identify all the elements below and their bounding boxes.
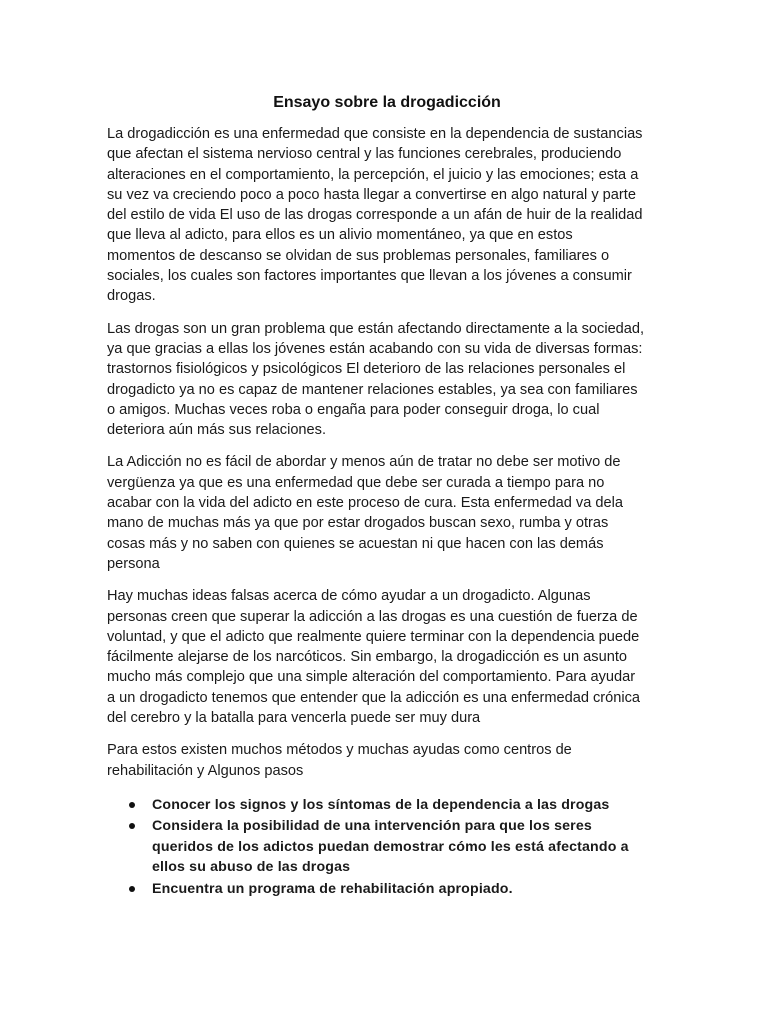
paragraph-line: Las drogas son un gran problema que están afectando directamente a la sociedad, [107, 320, 645, 337]
paragraph-line: sociales, los cuales son factores importantes que llevan a los jóvenes a consumir [107, 268, 632, 285]
paragraph-line: del estilo de vida El uso de las drogas corresponde a un afán de huir de la realidad [107, 207, 643, 224]
bullet-dot-icon [129, 886, 135, 892]
paragraph-line: trastornos fisiológicos y psicológicos El deterioro de las relaciones personales el [107, 361, 626, 378]
paragraph-line: personas creen que superar la adicción a las drogas es una cuestión de fuerza de [107, 608, 638, 625]
bullet-item [107, 879, 667, 900]
paragraph-line: o amigos. Muchas veces roba o engaña para poder conseguir droga, lo cual [107, 401, 600, 418]
bullet-line: ellos su abuso de las drogas [152, 859, 351, 876]
paragraph-line: persona [107, 555, 160, 572]
paragraph [107, 124, 667, 307]
paragraph-line: rehabilitación y Algunos pasos [107, 762, 304, 779]
paragraph-line: drogas. [107, 288, 156, 305]
paragraph-line: La drogadicción es una enfermedad que consiste en la dependencia de sustancias [107, 126, 643, 142]
paragraph-container [107, 124, 667, 781]
document-body [107, 92, 667, 900]
paragraph-line: momentos de descanso se olvidan de sus problemas personales, familiares o [107, 247, 610, 264]
paragraph-line: que afectan el sistema nervioso central y las funciones cerebrales, produciendo [107, 146, 622, 163]
bullet-list [107, 795, 667, 900]
paragraph-line: su vez va creciendo poco a poco hasta llegar a convertirse en algo natural y parte [107, 186, 636, 203]
paragraph-line: que lleva al adicto, para ellos es un alivio momentáneo, ya que en estos [107, 227, 573, 244]
paragraph-line: Para estos existen muchos métodos y muchas ayudas como centros de [107, 742, 572, 759]
paragraph [107, 586, 667, 728]
paragraph-line: vergüenza ya que es una enfermedad que debe ser curada a tiempo para no [107, 474, 605, 491]
paragraph-line: fácilmente alejarse de los narcóticos. Sin embargo, la drogadicción es un asunto [107, 649, 627, 666]
bullet-item [107, 795, 667, 816]
paragraph-line: drogadicto ya no es capaz de mantener relaciones estables, ya sea con familiares [107, 381, 638, 398]
paragraph-line: deteriora aún más sus relaciones. [107, 422, 327, 439]
document-title: Ensayo sobre la drogadicción [273, 94, 501, 111]
bullet-dot-icon [129, 823, 135, 829]
paragraph-line: mano de muchas más ya que por estar drogados buscan sexo, rumba y otras [107, 515, 609, 532]
bullet-line: queridos de los adictos puedan demostrar cómo les está afectando a [152, 838, 629, 855]
paragraph [107, 740, 667, 781]
paragraph-line: Hay muchas ideas falsas acerca de cómo ayudar a un drogadicto. Algunas [107, 588, 591, 605]
paragraph-line: mucho más complejo que una simple alteración del comportamiento. Para ayudar [107, 669, 636, 686]
paragraph-line: cosas más y no saben con quienes se acuestan ni que hacen con las demás [107, 535, 604, 552]
paragraph-line: voluntad, y que el adicto que realmente quiere terminar con la dependencia puede [107, 628, 640, 645]
bullet-line: Conocer los signos y los síntomas de la dependencia a las drogas [152, 796, 610, 813]
paragraph-line: a un drogadicto tenemos que entender que la adicción es una enfermedad crónica [107, 689, 641, 706]
paragraph-line: alteraciones en el comportamiento, la percepción, el juicio y las emociones; esta a [107, 166, 639, 183]
paragraph-line: acabar con la vida del adicto en este proceso de cura. Esta enfermedad va dela [107, 495, 623, 512]
paragraph [107, 452, 667, 574]
bullet-dot-icon [129, 802, 135, 808]
bullet-item [107, 816, 667, 878]
bullet-line: Considera la posibilidad de una intervención para que los seres [152, 818, 592, 835]
bullet-line: Encuentra un programa de rehabilitación apropiado. [152, 880, 513, 897]
paragraph [107, 319, 667, 441]
paragraph-line: La Adicción no es fácil de abordar y menos aún de tratar no debe ser motivo de [107, 454, 621, 471]
paragraph-line: del cerebro y la batalla para vencerla puede ser muy dura [107, 710, 481, 727]
paragraph-line: ya que gracias a ellas los jóvenes están acabando con su vida de diversas formas: [107, 340, 643, 357]
